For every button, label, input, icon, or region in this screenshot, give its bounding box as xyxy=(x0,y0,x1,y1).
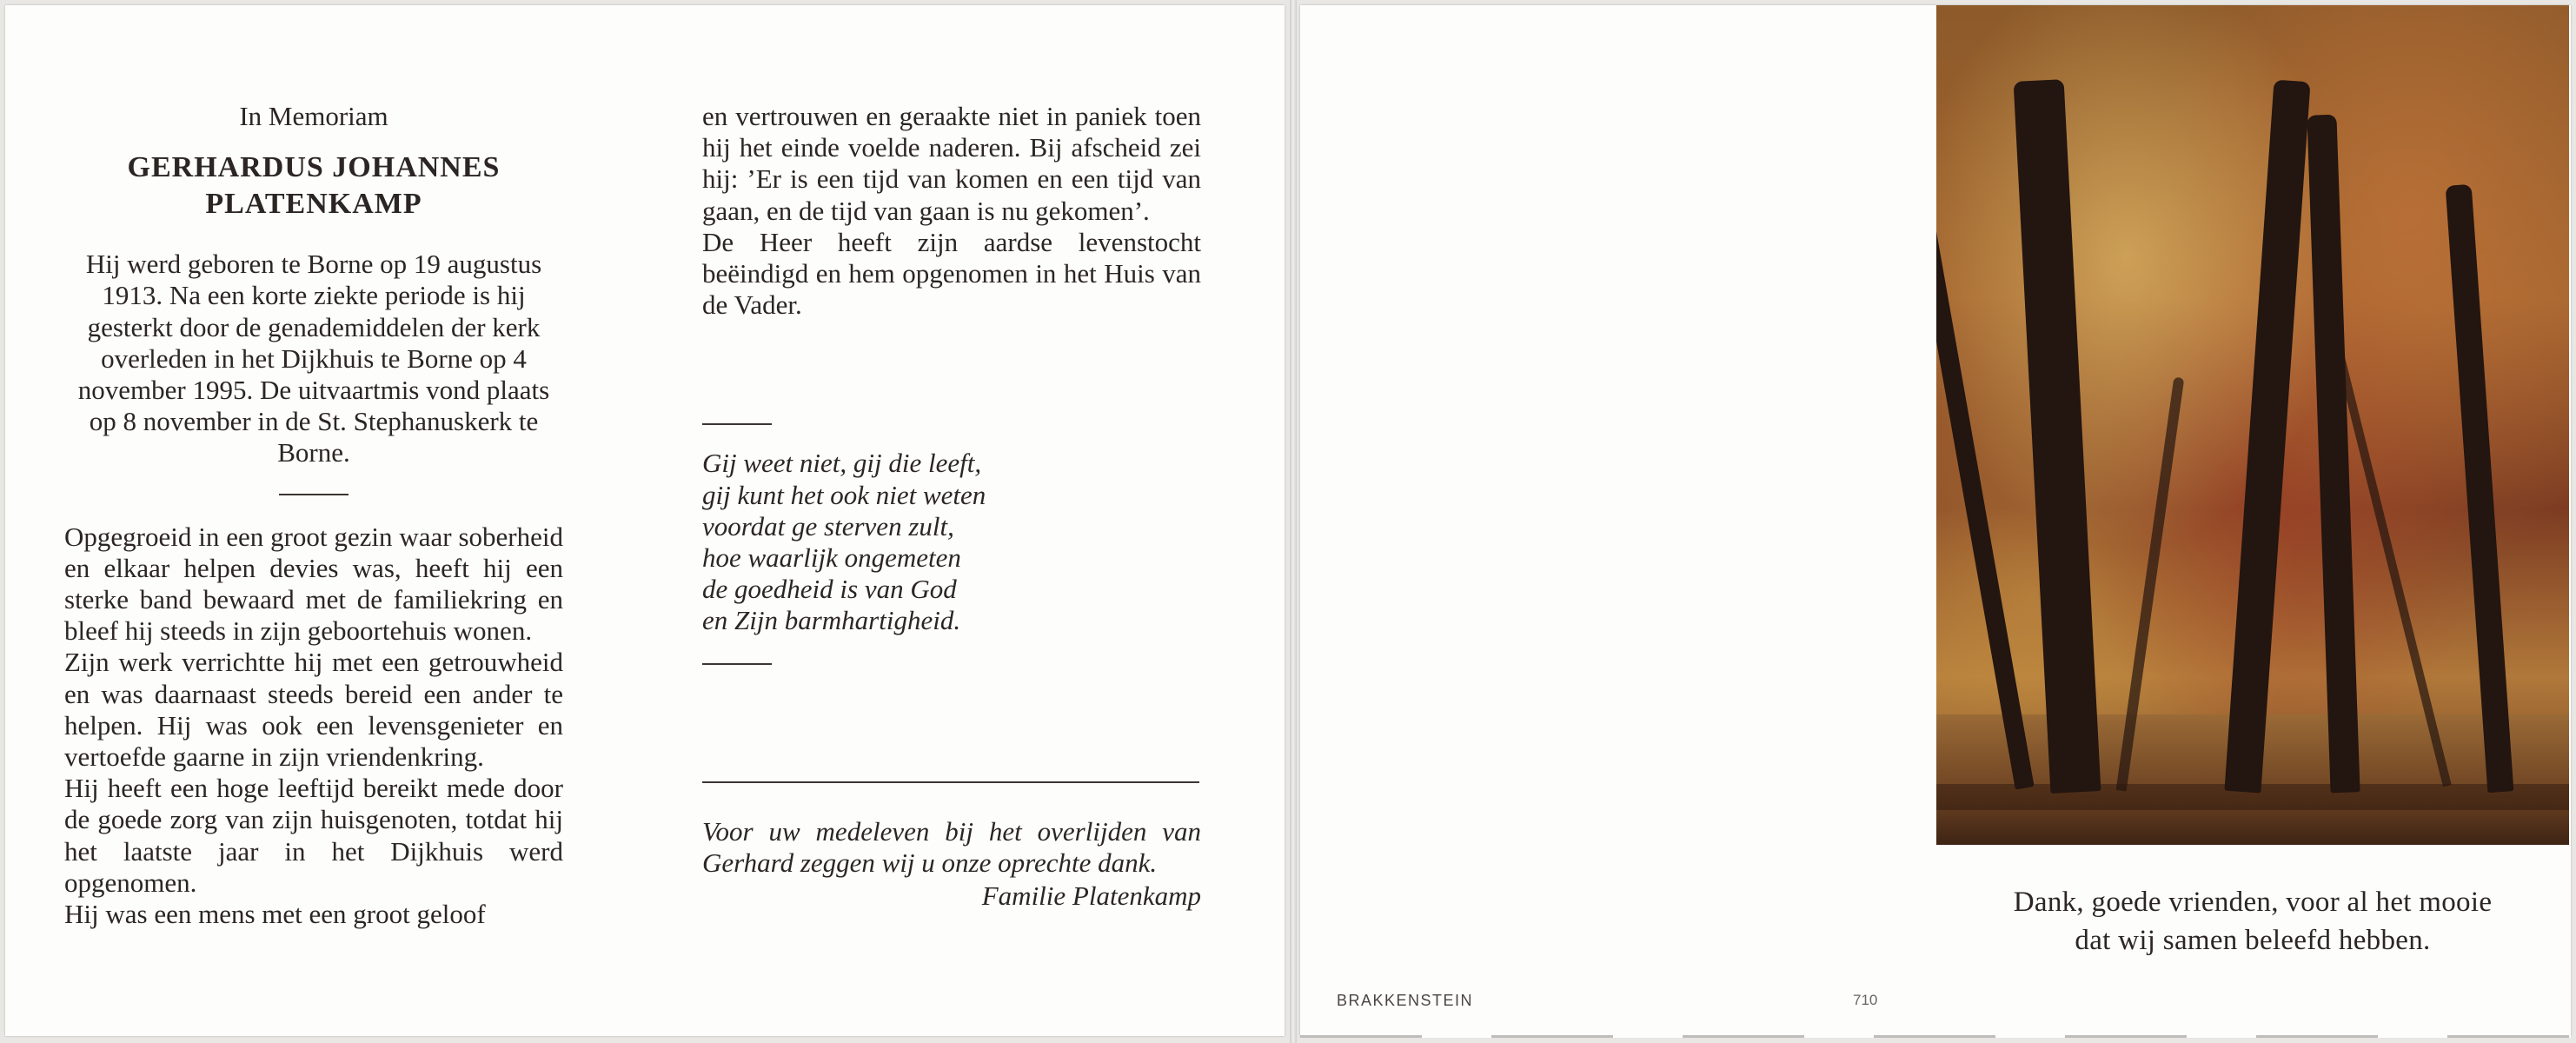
life-paragraph-1: Opgegroeid in een groot gezin waar soberheid en elkaar helpen devies was, heeft hij een sterke band bewaard met de familiekring en bleef hij steeds in zijn geboortehuis wonen. xyxy=(64,521,563,647)
text-column-right xyxy=(702,101,1201,912)
life-paragraph-2: Zijn werk verrichtte hij met een getrouwheid en was daarnaast steeds bereid een ander te helpen. Hij was ook een levensgenieter en vertoefde gaarne in zijn vriendenkring. xyxy=(64,647,563,773)
verse-line: gij kunt het ook niet weten xyxy=(702,479,986,510)
publisher-mark: BRAKKENSTEIN xyxy=(1337,992,1474,1009)
verse xyxy=(702,448,1201,636)
card-code: 710 xyxy=(1853,992,1878,1008)
tree-trunk xyxy=(2446,184,2514,793)
life-paragraph-4: Hij was een mens met een groot geloof xyxy=(64,899,486,930)
name-line-2: PLATENKAMP xyxy=(205,188,422,221)
deceased-name xyxy=(64,149,563,223)
verse-line: hoe waarlijk ongemeten xyxy=(702,542,961,574)
tree-trunk xyxy=(2224,80,2310,794)
bio-paragraph: Hij werd geboren te Borne op 19 augustus 1913. Na een korte ziekte periode is hij gesterkt door de genademiddelen der kerk overleden in het Dijkhuis te Borne op 4 november 1995. De uitvaartmis vond plaats op 8 november in de St. Stephanuskerk te Borne. xyxy=(77,249,550,468)
autumn-forest-photo xyxy=(1936,5,2569,845)
tree-trunk xyxy=(2307,115,2360,794)
faith-paragraph: en vertrouwen en geraakte niet in paniek toen hij het einde voelde naderen. Bij afscheid zei hij: ’Er is een tijd van komen en een tijd van gaan, en de tijd van gaan is nu gekomen’. xyxy=(702,101,1201,226)
memoriam-heading: In Memoriam xyxy=(239,101,388,131)
text-column-left xyxy=(64,101,563,930)
thanks-text: Voor uw medeleven bij het overlijden van Gerhard zeggen wij u onze oprechte dank. xyxy=(702,815,1201,878)
verse-line: voordat ge sterven zult, xyxy=(702,510,954,541)
tree-trunk xyxy=(1936,187,2035,789)
caption-line-2: dat wij samen beleefd hebben. xyxy=(2075,925,2431,956)
verse-divider-top xyxy=(702,423,772,425)
verse-line: en Zijn barmhartigheid. xyxy=(702,605,961,636)
card-bottom-edge xyxy=(1300,1035,2571,1038)
life-paragraph-3: Hij heeft een hoge leeftijd bereikt mede door de goede zorg van zijn huisgenoten, totdat hij het laatste jaar in het Dijkhuis werd opgenomen. xyxy=(64,773,563,898)
closing-paragraph: De Heer heeft zijn aardse levenstocht beëindigd en hem opgenomen in het Huis van de Vader. xyxy=(702,226,1201,321)
family-signature: Familie Platenkamp xyxy=(981,880,1201,912)
photo-caption xyxy=(1936,883,2569,960)
divider xyxy=(279,494,349,495)
verse-line: de goedheid is van God xyxy=(702,574,957,605)
name-line-1: GERHARDUS JOHANNES xyxy=(127,151,501,184)
caption-line-1: Dank, goede vrienden, voor al het mooie xyxy=(2013,887,2493,918)
verse-line: Gij weet niet, gij die leeft, xyxy=(702,448,982,479)
card-fold xyxy=(1290,0,1297,1043)
tree-trunk xyxy=(2014,79,2101,794)
